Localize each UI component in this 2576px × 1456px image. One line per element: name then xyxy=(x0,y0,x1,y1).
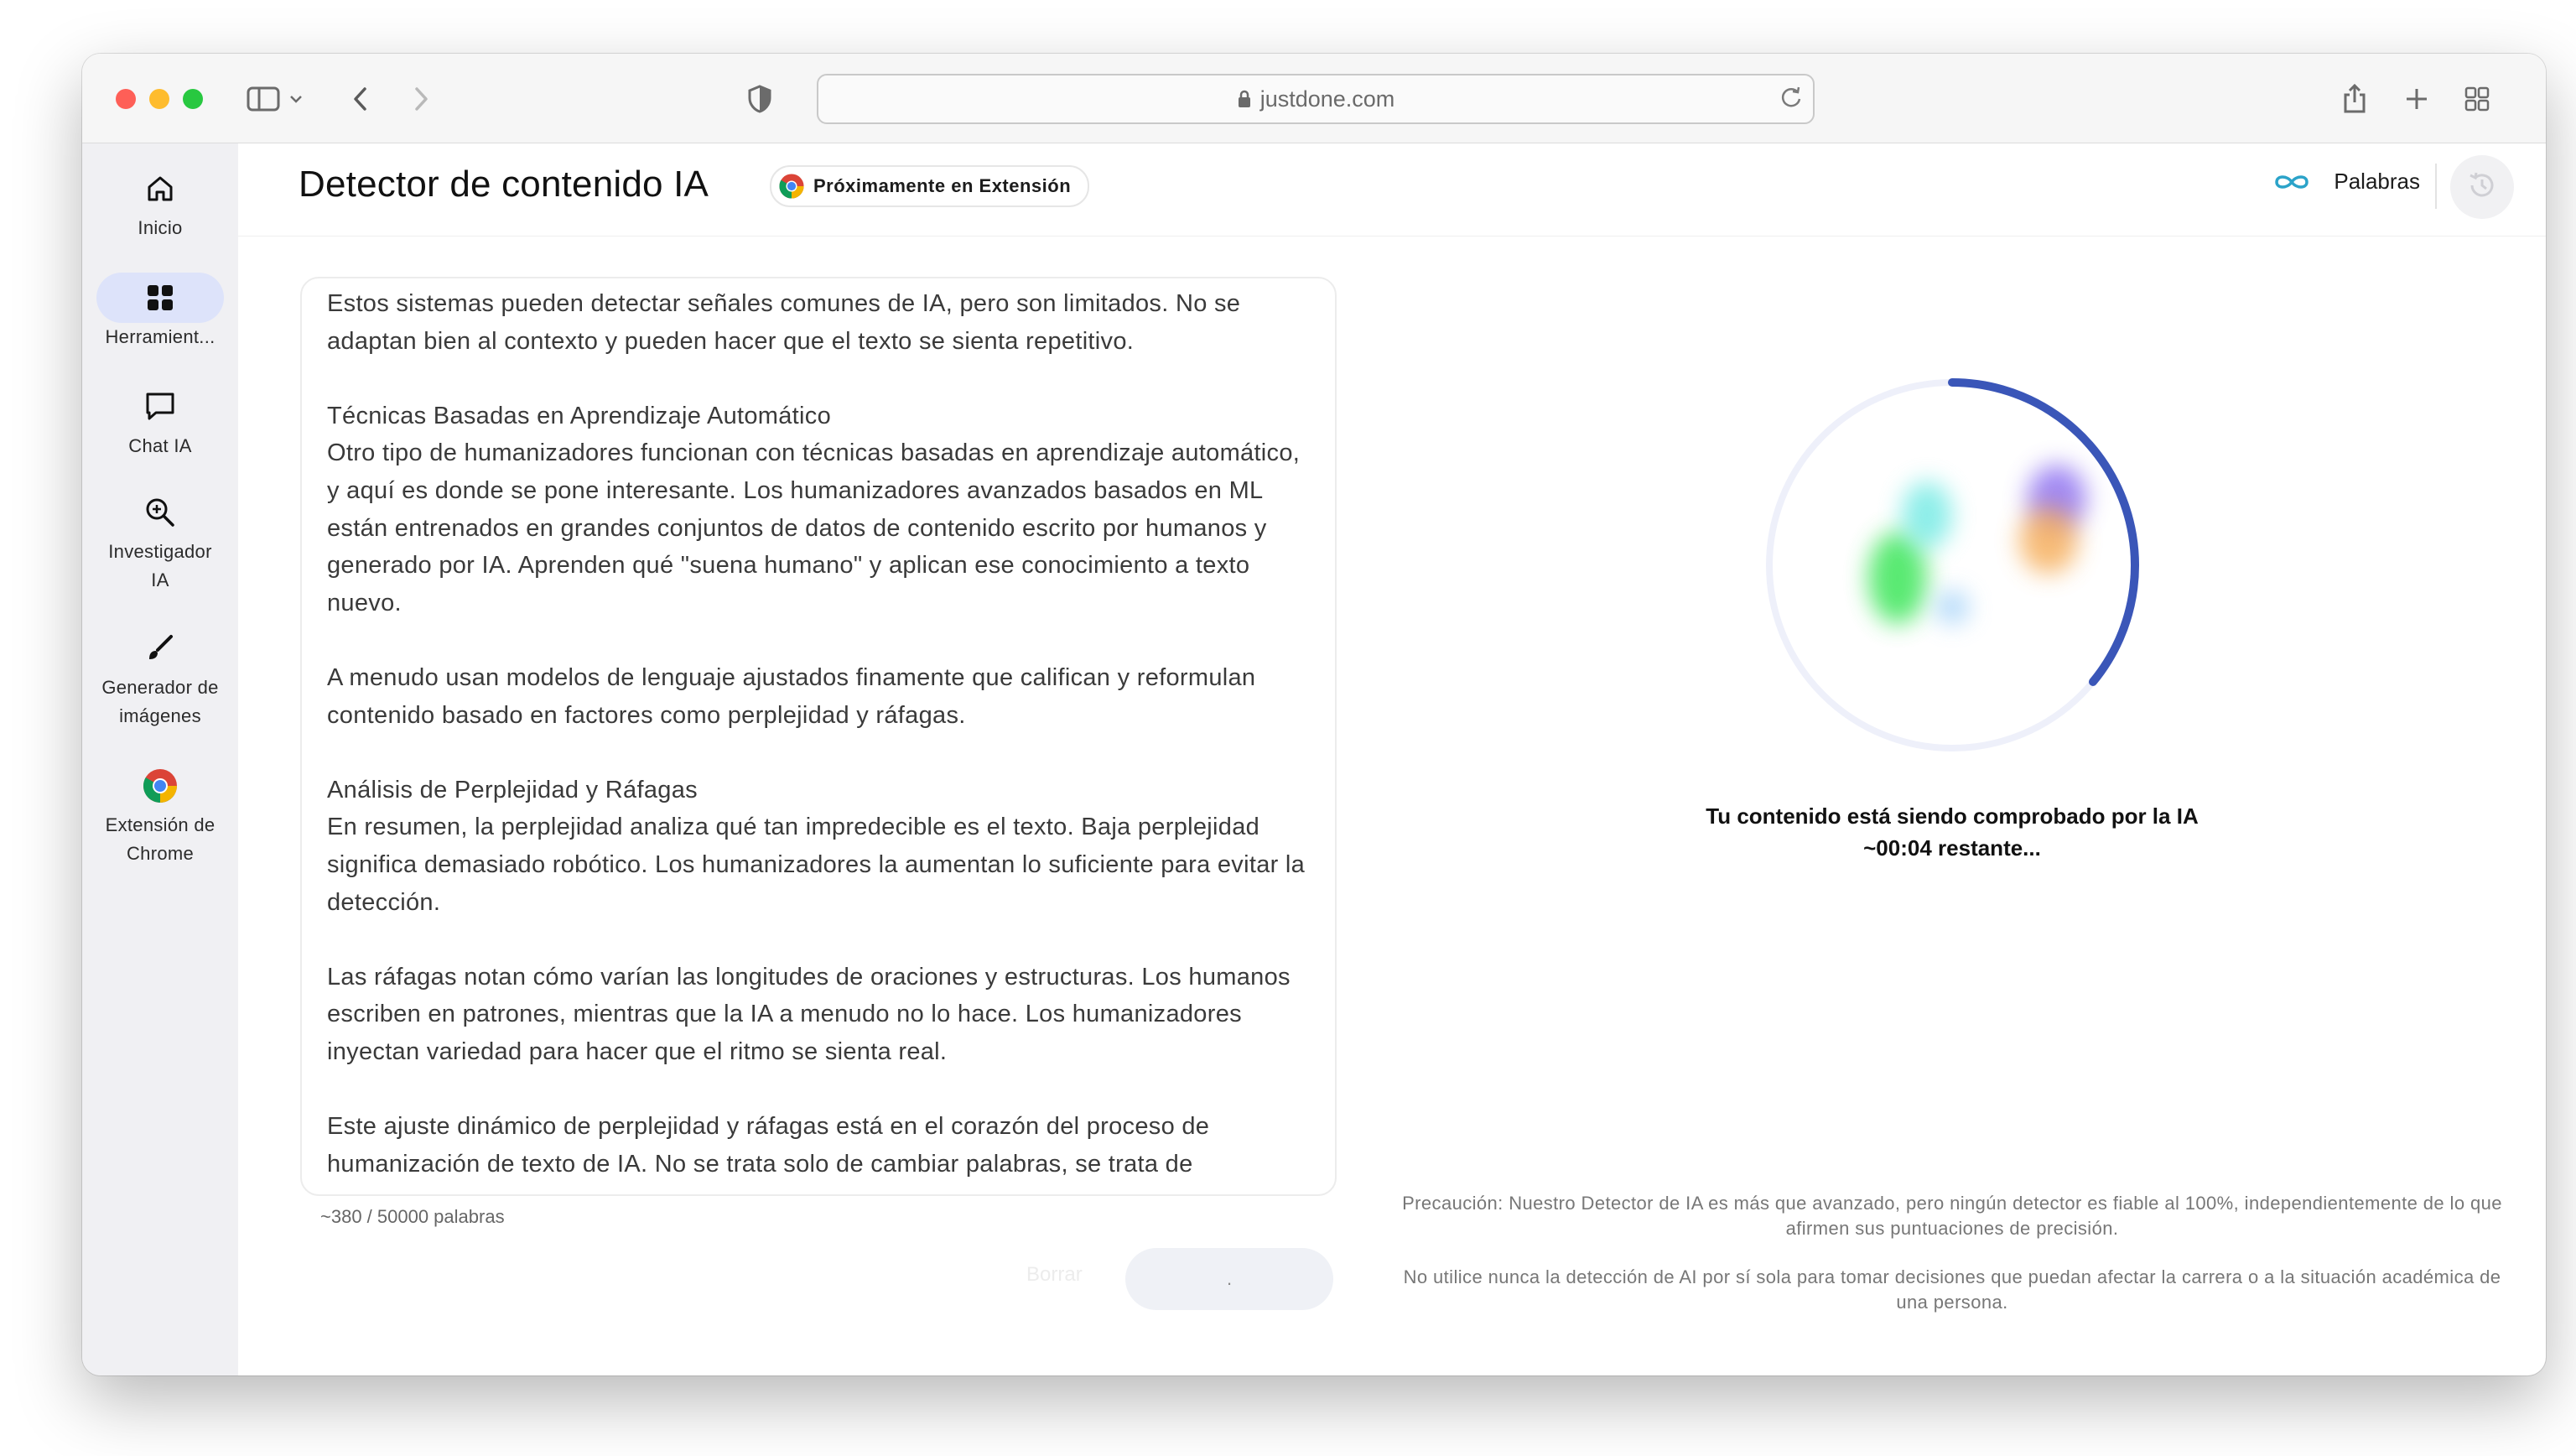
sidebar-item-investigador-ia[interactable] xyxy=(82,487,238,595)
close-window-button[interactable] xyxy=(116,89,136,109)
words-counter[interactable] xyxy=(2272,169,2420,195)
forward-arrow-icon[interactable] xyxy=(401,79,441,119)
disclaimer-usage: No utilice nunca la detección de AI por sí sola para tomar decisiones que puedan afectar la carrera o a la situación académica de una persona. xyxy=(1403,1266,2501,1313)
chrome-icon xyxy=(96,761,224,811)
sidebar-item-generador-imagenes[interactable] xyxy=(82,623,238,731)
editor-content[interactable]: Estos sistemas pueden detectar señales comunes de IA, pero son limitados. No se adaptan bien al contexto y pueden hacer que el texto se sienta repetitivo. Técnicas Basadas en Aprendizaje Automático Otro tipo de humanizadores funcionan con técnicas basadas en aprendizaje automático, y aquí es donde se pone interesante. Los humanizadores avanzados basados en ML están entrenados en grandes conjuntos de datos de contenido escrito por humanos y generado por IA. Aprenden qué "suena humano" y aplican ese conocimiento a texto nuevo. A menudo usan modelos de lenguaje ajustados finamente que califican y reformulan contenido basado en factores como perplejidad y ráfagas. Análisis de Perplejidad y Ráfagas En resumen, la perplejidad analiza qué tan impredecible es el texto. Baja perplejidad significa demasiado robótico. Los humanizadores la aumentan lo suficiente para evitar la detección. Las ráfagas notan cómo varían las longitudes de oraciones y estructuras. Los humanos escriben en patrones, mientras que la IA a menudo no lo hace. Los humanizadores inyectan variedad para hacer que el ritmo se sienta real. Este ajuste dinámico de perplejidad y ráfagas está en el corazón del proceso de humanización de texto de IA. No se trata solo de cambiar palabras, se trata de xyxy=(327,290,1306,1178)
sidebar-item-inicio[interactable] xyxy=(82,164,238,242)
disclaimer-caution: Precaución: Nuestro Detector de IA es más que avanzado, pero ningún detector es fiable al 100%, independientemente de lo que afirmen sus puntuaciones de precisión. xyxy=(1402,1193,2502,1239)
progress-arc xyxy=(1952,382,2135,682)
sidebar-item-label: Extensión de Chrome xyxy=(105,814,216,864)
sidebar-item-herramientas[interactable] xyxy=(82,273,238,351)
app-sidebar xyxy=(82,143,238,1375)
share-icon[interactable] xyxy=(2334,79,2375,119)
tab-overview-icon[interactable] xyxy=(2457,79,2497,119)
chat-icon xyxy=(96,382,224,432)
grid-icon xyxy=(96,273,224,323)
back-arrow-icon[interactable] xyxy=(340,79,381,119)
infinity-icon xyxy=(2272,172,2312,192)
maximize-window-button[interactable] xyxy=(183,89,203,109)
analysis-progress-ring xyxy=(1726,339,2179,792)
analysis-status xyxy=(1491,800,2413,864)
browser-window xyxy=(82,54,2546,1375)
privacy-shield-icon[interactable] xyxy=(740,79,780,119)
submit-button-label: . xyxy=(1226,1268,1233,1289)
minimize-window-button[interactable] xyxy=(149,89,169,109)
sidebar-item-chat-ia[interactable] xyxy=(82,382,238,460)
page-title: Detector de contenido IA xyxy=(299,164,709,205)
brush-icon xyxy=(96,623,224,673)
text-editor[interactable] xyxy=(300,277,1337,1196)
words-label: Palabras xyxy=(2334,169,2420,194)
sidebar-item-extension-chrome[interactable] xyxy=(82,761,238,868)
address-bar[interactable] xyxy=(817,74,1815,124)
url-text: justdone.com xyxy=(1259,86,1395,112)
reload-icon[interactable] xyxy=(1778,84,1805,117)
chrome-icon xyxy=(778,173,805,200)
extension-badge-label: Próximamente en Extensión xyxy=(813,175,1072,196)
history-icon xyxy=(2465,169,2499,206)
page-header xyxy=(238,143,2546,237)
sidebar-toggle-icon[interactable] xyxy=(243,79,283,119)
sidebar-item-label: Generador de imágenes xyxy=(101,677,219,726)
sidebar-item-label: Inicio xyxy=(138,217,183,238)
lock-icon xyxy=(1237,89,1252,109)
sidebar-item-label: Chat IA xyxy=(128,435,192,456)
new-tab-icon[interactable] xyxy=(2397,79,2437,119)
word-count: ~380 / 50000 palabras xyxy=(320,1206,505,1227)
status-title: Tu contenido está siendo comprobado por la IA xyxy=(1706,803,2199,829)
search-zoom-icon xyxy=(96,487,224,538)
browser-toolbar xyxy=(82,54,2546,143)
history-button[interactable] xyxy=(2450,155,2514,219)
sidebar-item-label: Herramient... xyxy=(105,326,216,347)
sidebar-item-label: Investigador IA xyxy=(108,541,212,590)
clear-button[interactable]: Borrar xyxy=(1026,1263,1083,1286)
submit-button[interactable] xyxy=(1125,1248,1333,1310)
home-icon xyxy=(96,164,224,214)
extension-badge[interactable] xyxy=(770,165,1089,207)
header-divider xyxy=(2435,164,2437,209)
chevron-down-icon[interactable] xyxy=(283,79,309,119)
status-time: ~00:04 restante... xyxy=(1863,835,2041,861)
